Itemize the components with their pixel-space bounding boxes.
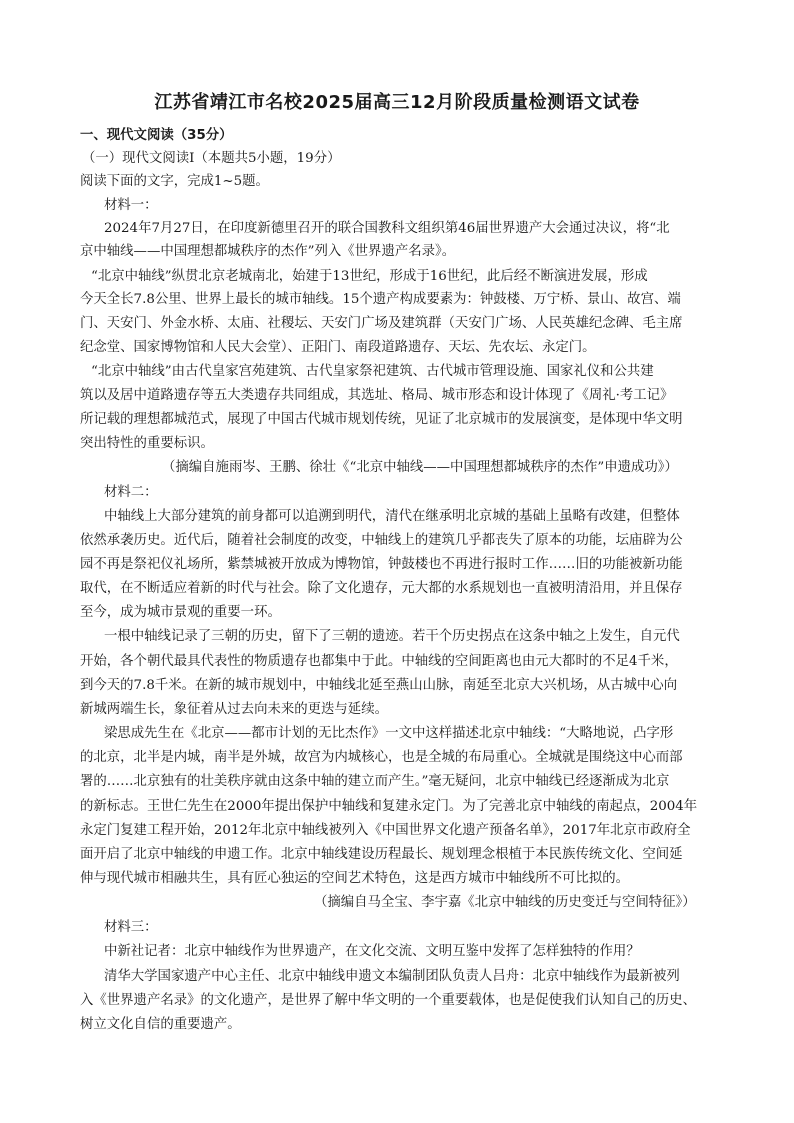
paragraph-line: 园不再是祭祀仪礼场所，紫禁城被开放成为博物馆，钟鼓楼也不再进行报时工作……旧的功能被新功能 [80,557,683,572]
paragraph-line: 伸与现代城市相融共生，具有匠心独运的空间艺术特色，这是西方城市中轴线所不可比拟的。 [80,871,630,886]
paragraph-line: “北京中轴线”由古代皇家宫苑建筑、古代皇家祭祀建筑、古代城市管理设施、国家礼仪和公共建 [91,364,654,379]
source-citation: （摘编自马全宝、李宇嘉《北京中轴线的历史变迁与空间特征》） [314,895,696,910]
interview-question: 中新社记者：北京中轴线作为世界遗产，在文化交流、文明互鉴中发挥了怎样独特的作用？ [104,944,640,959]
paragraph-line: 的北京，北半是内城，南半是外城，故宫为内城核心，也是全城的布局重心。全城就是围绕这中心而部 [80,750,683,765]
paragraph-line: “北京中轴线”纵贯北京老城南北，始建于13世纪，形成于16世纪，此后经不断演进发展，形成 [91,269,648,284]
source-citation: （摘编自施雨岑、王鹏、徐壮《“北京中轴线——中国理想都城秩序的杰作”申遗成功》） [162,460,678,475]
paragraph-line: 取代，在不断适应着新的时代与社会。除了文化遗存，元大都的水系规划也一直被明清沿用，并且保存 [80,581,683,596]
paragraph-line: 至今，成为城市景观的重要一环。 [80,605,281,620]
paragraph-line: 面开启了北京中轴线的申遗工作。北京中轴线建设历程最长、规划理念根植于本民族传统文化、空间延 [80,847,683,862]
paragraph-line: 开始，各个朝代最具代表性的物质遗存也都集中于此。中轴线的空间距离也由元大都时的不足4千米， [80,654,678,669]
subsection-heading: （一）现代文阅读Ⅰ（本题共5小题，19分） [82,151,341,166]
paragraph-line: 今天全长7.8公里、世界上最长的城市轴线。15个遗产构成要素为：钟鼓楼、万宁桥、景山、故宫、端 [80,292,681,307]
paragraph-line: 的新标志。王世仁先生在2000年提出保护中轴线和复建永定门。为了完善北京中轴线的南起点，2004年 [80,799,698,814]
paragraph-line: 一根中轴线记录了三朝的历史，留下了三朝的遗迹。若干个历史拐点在这条中轴之上发生，自元代 [104,629,680,644]
material2-label: 材料二： [104,485,158,500]
paragraph-line: 依然承袭历史。近代后，随着社会制度的改变，中轴线上的建筑几乎都丧失了原本的功能，坛庙辟为公 [80,533,683,548]
paragraph-line: 新城两端生长，象征着从过去向未来的更迭与延续。 [80,702,388,717]
paragraph-line: 门、天安门、外金水桥、太庙、社稷坛、天安门广场及建筑群（天安门广场、人民英雄纪念碑、毛主席 [80,316,683,331]
paragraph-line: 纪念堂、国家博物馆和人民大会堂）、正阳门、南段道路遗存、天坛、先农坛、永定门。 [80,340,596,355]
paragraph-line: 入《世界遗产名录》的文化遗产，是世界了解中华文明的一个重要载体，也是促使我们认知自己的历史、 [80,993,696,1008]
paragraph-line: 到今天的7.8千米。在新的城市规划中，中轴线北延至燕山山脉，南延至北京大兴机场，从古城中心向 [80,678,678,693]
paragraph-line: 突出特性的重要标识。 [80,436,214,451]
material1-label: 材料一： [104,198,158,213]
paragraph-line: 永定门复建工程开始，2012年北京中轴线被列入《中国世界文化遗产预备名单》，2017年北京市政府全 [80,823,691,838]
instruction-text: 阅读下面的文字，完成1~5题。 [80,174,269,189]
paragraph-line: 署的……北京独有的壮美秩序就由这条中轴的建立而产生。”毫无疑问，北京中轴线已经逐渐成为北京 [80,774,670,789]
paragraph-line: 筑以及居中道路遗存等五大类遗存共同组成，其选址、格局、城市形态和设计体现了《周礼·考工记》 [80,388,674,403]
paragraph-line: 树立文化自信的重要遗产。 [80,1017,241,1032]
paragraph-line: 2024年7月27日，在印度新德里召开的联合国教科文组织第46届世界遗产大会通过决议，将“北 [104,221,670,236]
paragraph-line: 所记载的理想都城范式，展现了中国古代城市规划传统，见证了北京城市的发展演变，是体现中华文明 [80,412,683,427]
page-title: 江苏省靖江市名校2025届高三12月阶段质量检测语文试卷 [154,92,640,113]
paragraph-line: 中轴线上大部分建筑的前身都可以追溯到明代，清代在继承明北京城的基础上虽略有改建，但整体 [104,509,680,524]
paragraph-line: 清华大学国家遗产中心主任、北京中轴线申遗文本编制团队负责人吕舟：北京中轴线作为最新被列 [104,969,680,984]
material3-label: 材料三： [104,920,158,935]
paragraph-line: 梁思成先生在《北京——都市计划的无比杰作》一文中这样描述北京中轴线：“大略地说，凸字形 [104,726,674,741]
paragraph-line: 京中轴线——中国理想都城秩序的杰作”列入《世界遗产名录》。 [80,244,456,259]
section-heading: 一、现代文阅读（35分） [80,128,233,143]
